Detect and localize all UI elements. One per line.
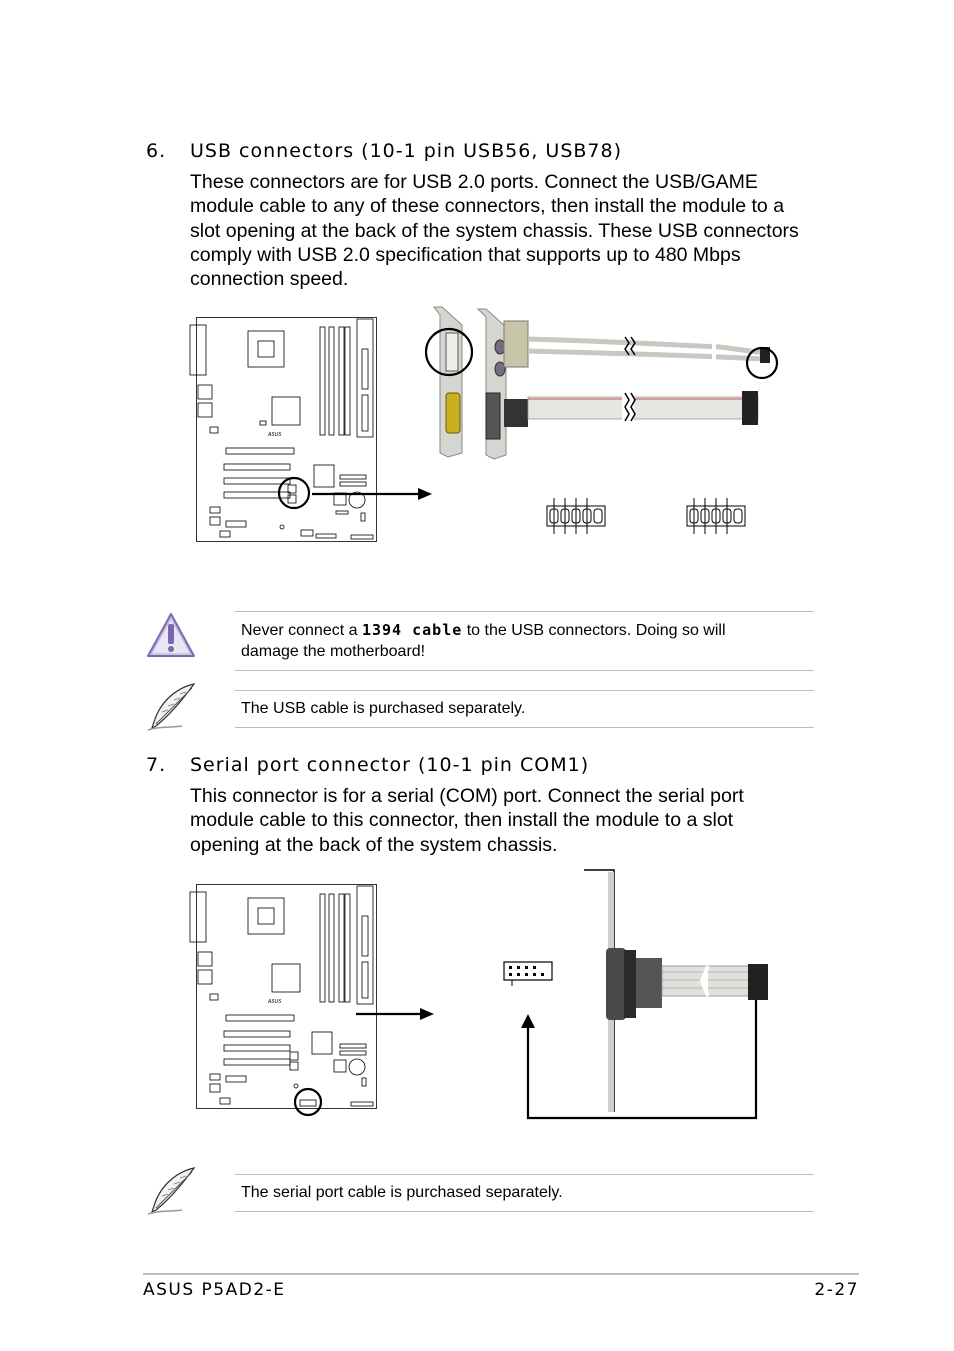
warning-bottom-rule	[235, 670, 814, 671]
usb-module-cable-illustration	[420, 305, 790, 465]
note-usb-text: The USB cable is purchased separately.	[241, 700, 526, 717]
footer-rule	[143, 1273, 859, 1275]
footer-product-name: ASUS P5AD2-E	[143, 1280, 286, 1300]
section-6-title: USB connectors (10-1 pin USB56, USB78)	[190, 140, 622, 162]
section-7-line: module cable to this connector, then install the module to a slot	[190, 809, 734, 832]
section-6-body	[190, 170, 830, 291]
feather-note-icon	[146, 1166, 198, 1216]
section-7-title: Serial port connector (10-1 pin COM1)	[190, 754, 590, 776]
note-serial-bottom-rule	[235, 1211, 814, 1212]
section-7-line: This connector is for a serial (COM) port. Connect the serial port	[190, 785, 744, 807]
board-logo: ASUS	[268, 999, 282, 1005]
warning-text-start: Never connect a	[241, 622, 362, 639]
section-7-line: opening at the back of the system chassis.	[190, 833, 558, 856]
pointer-arrow	[356, 1008, 436, 1022]
warning-text	[241, 620, 726, 662]
feather-note-icon	[146, 682, 198, 732]
serial-port-cable-illustration	[520, 868, 780, 1124]
motherboard-layout-com	[196, 884, 378, 1110]
warning-triangle-icon	[146, 612, 196, 658]
section-6-line: connection speed.	[190, 268, 349, 291]
warning-text-end: to the USB connectors. Doing so will	[462, 622, 726, 639]
pointer-arrow	[312, 488, 434, 502]
section-6-line: comply with USB 2.0 specification that supports up to 480 Mbps	[190, 243, 741, 266]
note-serial-top-rule	[235, 1174, 814, 1175]
warning-text-line2: damage the motherboard!	[241, 643, 426, 660]
section-6-line: module cable to any of these connectors, then install the module to a	[190, 195, 785, 218]
footer-page-number: 2-27	[814, 1280, 859, 1300]
motherboard-layout-usb	[196, 317, 378, 543]
note-usb-top-rule	[235, 690, 814, 691]
section-6-number: 6.	[146, 140, 167, 162]
usb56-pin-header-diagram	[544, 496, 608, 536]
note-usb-bottom-rule	[235, 727, 814, 728]
board-logo: ASUS	[268, 432, 282, 438]
com-highlight-circle	[295, 1089, 321, 1115]
note-serial-text: The serial port cable is purchased separately.	[241, 1184, 563, 1201]
section-6-line: These connectors are for USB 2.0 ports. Connect the USB/GAME	[190, 171, 758, 193]
section-7-number: 7.	[146, 754, 167, 776]
section-6-heading	[146, 140, 622, 162]
warning-bold-term: 1394 cable	[361, 621, 463, 639]
section-6-line: slot opening at the back of the system chassis. These USB connectors	[190, 219, 799, 242]
section-7-heading	[146, 754, 589, 776]
warning-top-rule	[235, 611, 814, 612]
section-7-body	[190, 784, 830, 857]
usb78-pin-header-diagram	[684, 496, 748, 536]
